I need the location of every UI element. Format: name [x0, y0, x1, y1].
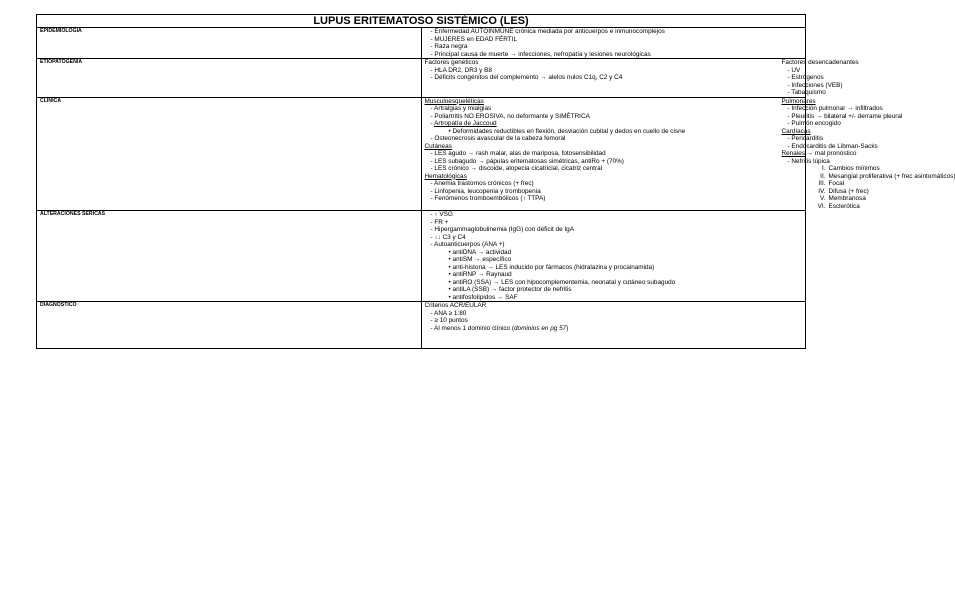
list-item: • antiRNP → Raynaud: [448, 271, 512, 278]
subheading: Musculoesqueléticas: [424, 97, 484, 105]
page-reference: dominios en pg 57: [513, 324, 567, 332]
clinica-right-column: [782, 98, 955, 211]
row-clinica: [37, 97, 806, 211]
list-item: [782, 165, 955, 173]
subheading: Criterios ACR/EULAR: [424, 302, 487, 309]
nefritis-class-text: Difusa (+ frec): [828, 187, 869, 195]
antibody-text: antiRO (SSA) → LES con hipocomplementemia, neonatal y cutáneo subagudo: [452, 278, 676, 286]
list-item: - MUJERES en EDAD FÉRTIL: [430, 35, 518, 43]
list-item: [782, 173, 955, 181]
subheading: [782, 150, 955, 158]
antibody-text: anti-histona → LES inducido por fármacos (hidralazina y procainamida): [452, 263, 655, 271]
etiopatogenia-content: [421, 59, 859, 98]
list-item: - Pericarditis: [787, 135, 824, 142]
title-row: [37, 15, 806, 28]
list-item: - Pulmón encogido: [787, 120, 841, 127]
row-etiopatogenia: [37, 59, 806, 98]
list-item: [782, 195, 955, 203]
list-item: • antiRO (SSA) → LES con hipocomplementemia, neonatal y cutáneo subagudo: [448, 278, 676, 286]
subheading: Hematológicas: [424, 172, 467, 180]
nefritis-class-text: Focal: [828, 180, 845, 187]
jaccoud-detail: Deformidades reductibles en flexión, desviación cubital y dedos en cuello de cisne: [452, 127, 686, 135]
list-item: - Raza negra: [430, 43, 468, 50]
jaccoud-label: Artropatía de Jaccoud: [434, 120, 497, 127]
list-item: - Artralgias y mialgias: [430, 105, 492, 112]
subheading: Factores desencadenantes: [781, 59, 859, 66]
list-item: - Endocarditis de Libman-Sacks: [787, 142, 878, 150]
diagnostico-content: [421, 302, 806, 349]
list-item: - Anemia trastornos crónicos (+ frec): [430, 180, 534, 187]
list-item: - Nefritis lúpica: [787, 157, 830, 165]
factores-geneticos: [425, 59, 782, 97]
roman-numeral: V.: [820, 195, 826, 202]
epidemiologia-content: [421, 28, 806, 59]
row-alteraciones-sericas: [37, 211, 806, 302]
row-label-clinica: CLÍNICA: [37, 97, 422, 211]
list-item: - Enfermedad AUTOINMUNE crónica mediada por anticuerpos e inmunocomplejos: [430, 28, 665, 35]
renales-heading: Renales: [781, 150, 805, 157]
list-item: - FR +: [430, 218, 449, 226]
roman-numeral: IV.: [818, 187, 826, 195]
list-item: - UV: [787, 66, 801, 74]
subheading: Cutáneas: [424, 142, 452, 150]
list-item: - Pleuritis → bilateral +/- derrame pleural: [787, 112, 903, 120]
list-item: - Tabaquismo: [787, 89, 826, 96]
list-item: - Poliartritis NO EROSIVA, no deformante y SIMÉTRICA: [430, 112, 590, 120]
row-label-diagnostico: DIAGNÓSTICO: [37, 302, 422, 349]
row-diagnostico: [37, 302, 806, 349]
list-item: - ↓↓ C3 y C4: [430, 233, 466, 241]
antibody-text: antiLA (SSB) → factor protector de nefritis: [452, 286, 572, 293]
antibody-text: antifosfolípidos → SAF: [452, 293, 518, 301]
subheading: Factores genéticos: [424, 59, 479, 66]
list-item: [782, 188, 955, 196]
list-item: - HLA DR2, DR3 y B8: [430, 66, 492, 74]
list-item: - LES agudo → rash malar, alas de mariposa, fotosensibilidad: [430, 150, 606, 157]
page-title: LUPUS ERITEMATOSO SISTÉMICO (LES): [37, 15, 806, 28]
list-item: - LES crónico → discoide, alopecia cicatricial, cicatriz central: [430, 165, 603, 172]
list-item: • antiSM → específico: [448, 256, 512, 263]
factores-desencadenantes: [782, 59, 859, 97]
list-item: - Fenómenos tromboembólicos (↑ TTPA): [430, 195, 546, 202]
list-item: - Artropatía de Jaccoud: [430, 120, 497, 127]
subheading: Cardíacas: [781, 127, 811, 135]
list-item: - Principal causa de muerte → infecciones, nefropatía y lesiones neurológicas: [430, 50, 651, 58]
lupus-summary-table: [36, 14, 955, 349]
list-item: • antifosfolípidos → SAF: [448, 293, 518, 301]
list-item: • antiDNA → actividad: [448, 248, 512, 256]
list-item: - Linfopenia, leucopenia y trombopenia: [430, 187, 541, 195]
list-item: [425, 325, 803, 333]
list-item: - Infecciones (VEB): [787, 81, 843, 89]
list-item: - Infección pulmonar → infiltrados: [787, 105, 883, 112]
list-item: • antiLA (SSB) → factor protector de nefritis: [448, 286, 572, 293]
row-epidemiologia: [37, 28, 806, 59]
list-item: - ↑ VSG: [430, 211, 453, 218]
roman-numeral: II.: [820, 172, 826, 180]
row-label-alteraciones: ALTERACIONES SÉRICAS: [37, 211, 422, 302]
clinica-content: [421, 97, 955, 211]
antibody-text: antiRNP → Raynaud: [452, 271, 512, 278]
list-item: - Hipergammaglobulinemia (IgG) con déficit de IgA: [430, 226, 574, 233]
list-item: [782, 203, 955, 211]
list-item: - Autoanticuerpos (ANA +): [430, 241, 505, 248]
list-item: - Osteonecrosis avascular de la cabeza femoral: [430, 135, 566, 142]
list-item: - Déficits congénitos del complemento → alelos nulos C1q, C2 y C4: [430, 74, 623, 81]
clinica-left-column: [425, 98, 782, 211]
list-item: - Estrógenos: [787, 74, 824, 81]
list-item: - ANA ≥ 1:80: [430, 309, 467, 317]
row-label-etiopatogenia: ETIOPATOGENIA: [37, 59, 422, 98]
criteria-text: - Al menos 1 dominio clínico (: [430, 324, 514, 332]
nefritis-class-text: Esclerótica: [828, 202, 860, 210]
antibody-text: antiSM → específico: [452, 256, 512, 263]
list-item: • anti-histona → LES inducido por fármacos (hidralazina y procainamida): [448, 263, 655, 271]
nefritis-class-text: Cambios mínimos: [828, 165, 880, 172]
renales-suffix: → mal pronóstico: [804, 150, 857, 157]
list-item: [782, 180, 955, 188]
roman-numeral: III.: [818, 180, 826, 187]
row-label-epidemiologia: EPIDEMIOLOGÍA: [37, 28, 422, 59]
nefritis-class-text: Mesangial proliferativa (+ frec asintomáticos): [828, 172, 955, 180]
roman-numeral: VI.: [817, 202, 826, 210]
alteraciones-content: [421, 211, 806, 302]
antibody-text: antiDNA → actividad: [452, 248, 512, 256]
roman-numeral: I.: [821, 165, 826, 172]
list-item: - LES subagudo → pápulas eritematosas simétricas, antiRo + (70%): [430, 157, 624, 165]
list-item: - ≥ 10 puntos: [430, 317, 468, 324]
criteria-suffix: ): [566, 324, 569, 332]
subheading: Pulmonares: [781, 97, 816, 105]
list-item: • Deformidades reductibles en flexión, desviación cubital y dedos en cuello de cisne: [448, 127, 686, 135]
nefritis-class-text: Membranosa: [828, 195, 866, 202]
